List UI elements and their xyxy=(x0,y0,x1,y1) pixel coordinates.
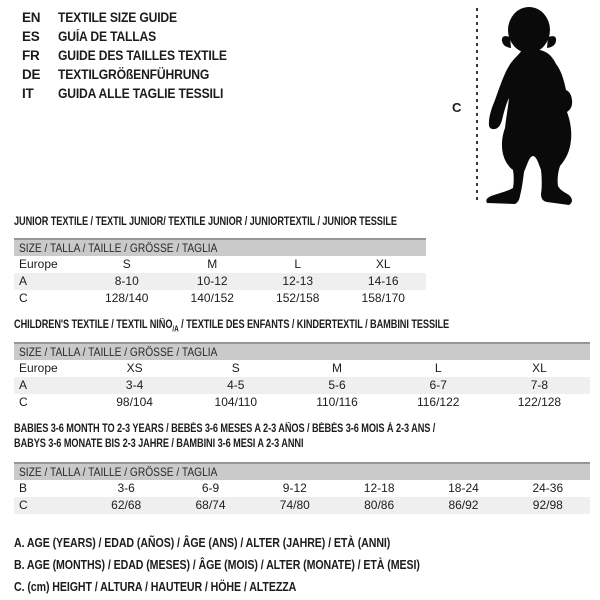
table-row xyxy=(14,497,590,514)
size-header-label: SIZE / TALLA / TAILLE / GRÖSSE / TAGLIA xyxy=(19,465,218,479)
table-cell: 92/98 xyxy=(532,498,563,512)
table-cell: 14-16 xyxy=(367,274,399,288)
table-cell: 62/68 xyxy=(111,498,142,512)
children-table-rows xyxy=(14,360,590,411)
lang-code: EN xyxy=(22,10,41,25)
table-cell: 6-7 xyxy=(429,378,447,392)
junior-size-table xyxy=(14,238,426,307)
row-label: Europe xyxy=(19,361,58,375)
lang-title: GUIDE DES TAILLES TEXTILE xyxy=(58,48,227,63)
lang-code: FR xyxy=(22,48,40,63)
babies-section-title xyxy=(14,422,541,452)
table-cell: 9-12 xyxy=(282,481,307,495)
baby-body xyxy=(486,50,572,205)
legend-line-a: A. AGE (YEARS) / EDAD (AÑOS) / ÂGE (ANS) / ALTER (JAHRE) / ETÀ (ANNI) xyxy=(14,536,391,550)
table-row xyxy=(14,480,590,497)
table-cell: 68/74 xyxy=(195,498,226,512)
table-row xyxy=(14,394,590,411)
table-cell: 6-9 xyxy=(201,481,220,495)
row-label: Europe xyxy=(19,257,58,271)
table-cell: 152/158 xyxy=(276,291,320,305)
baby-ear-right xyxy=(547,36,556,48)
table-cell: S xyxy=(231,361,240,375)
table-cell: 86/92 xyxy=(448,498,479,512)
legend-line-b: B. AGE (MONTHS) / EDAD (MESES) / ÂGE (MOIS) / ALTER (MONATE) / ETÀ (MESI) xyxy=(14,558,420,572)
junior-section-title xyxy=(14,215,493,230)
row-label: B xyxy=(19,481,28,495)
language-header xyxy=(22,8,246,103)
baby-head xyxy=(508,7,550,53)
legend-line-c: C. (cm) HEIGHT / ALTURA / HAUTEUR / HÖHE / ALTEZZA xyxy=(14,580,297,594)
table-cell: 7-8 xyxy=(530,378,549,392)
size-header-label: SIZE / TALLA / TAILLE / GRÖSSE / TAGLIA xyxy=(19,345,218,359)
table-cell: 98/104 xyxy=(116,395,153,409)
table-cell: L xyxy=(434,361,442,375)
baby-ear-left xyxy=(502,36,511,48)
row-label: C xyxy=(19,395,28,409)
babies-title-line2: BABYS 3-6 MONATE BIS 2-3 JAHRE / BAMBINI 3-6 MESI A 2-3 ANNI xyxy=(14,438,304,450)
babies-title-line1: BABIES 3-6 MONTH TO 2-3 YEARS / BEBÉS 3-6 MESES A 2-3 AÑOS / BÉBÉS 3-6 MOIS À 2-3 ANS / xyxy=(14,423,436,435)
table-cell: L xyxy=(294,257,302,271)
baby-silhouette-icon xyxy=(482,4,594,208)
table-cell: 128/140 xyxy=(105,291,149,305)
table-row xyxy=(14,273,426,290)
table-cell: 12-13 xyxy=(282,274,314,288)
table-cell: 5-6 xyxy=(328,378,346,392)
lang-row-fr xyxy=(22,46,246,65)
row-label: C xyxy=(19,291,28,305)
table-cell: 104/110 xyxy=(214,395,258,409)
table-cell: 116/122 xyxy=(416,395,460,409)
lang-row-en xyxy=(22,8,246,27)
row-label: A xyxy=(19,274,28,288)
table-cell: M xyxy=(332,361,342,375)
row-label: C xyxy=(19,498,28,512)
table-cell: 110/116 xyxy=(316,395,358,409)
height-figure xyxy=(450,4,598,208)
table-cell: 140/152 xyxy=(190,291,234,305)
height-measure-label: C xyxy=(452,100,462,115)
height-dashed-line xyxy=(476,8,478,204)
lang-title: GUIDA ALLE TAGLIE TESSILI xyxy=(58,86,224,101)
children-size-table xyxy=(14,342,590,411)
lang-row-es xyxy=(22,27,246,46)
junior-table-rows xyxy=(14,256,426,307)
lang-title: GUÍA DE TALLAS xyxy=(58,29,157,44)
table-cell: 80/86 xyxy=(364,498,395,512)
children-section-title xyxy=(14,318,558,336)
table-cell: 3-4 xyxy=(125,378,144,392)
table-cell: S xyxy=(122,257,131,271)
children-title-text: CHILDREN'S TEXTILE / TEXTIL $NIÑO_{/A}$ / TEXTILE DES ENFANTS / KINDERTEXTIL / BAMBINI TESSILE xyxy=(14,319,450,334)
babies-size-table xyxy=(14,462,590,514)
table-cell: 158/170 xyxy=(361,291,405,305)
lang-row-it xyxy=(22,84,246,103)
table-cell: 74/80 xyxy=(279,498,310,512)
table-cell: 3-6 xyxy=(117,481,135,495)
measure-legend xyxy=(14,532,491,598)
table-cell: 24-36 xyxy=(532,481,564,495)
size-header-label: SIZE / TALLA / TAILLE / GRÖSSE / TAGLIA xyxy=(19,241,218,255)
size-header-band xyxy=(14,342,590,360)
table-cell: 18-24 xyxy=(448,481,479,495)
lang-code: ES xyxy=(22,29,40,44)
table-cell: 8-10 xyxy=(114,274,139,288)
size-header-band xyxy=(14,238,426,256)
table-row xyxy=(14,360,590,377)
table-cell: XS xyxy=(126,361,143,375)
table-cell: M xyxy=(207,257,218,271)
table-row xyxy=(14,256,426,273)
lang-row-de xyxy=(22,65,246,84)
table-row xyxy=(14,290,426,307)
table-cell: 10-12 xyxy=(196,274,228,288)
lang-title: TEXTILE SIZE GUIDE xyxy=(58,10,177,25)
size-header-band xyxy=(14,462,590,480)
table-cell: XL xyxy=(532,361,547,375)
table-cell: XL xyxy=(375,257,391,271)
junior-title-text: JUNIOR TEXTILE / TEXTIL JUNIOR/ TEXTILE JUNIOR / JUNIORTEXTIL / JUNIOR TESSILE xyxy=(14,216,397,228)
table-row xyxy=(14,377,590,394)
lang-title: TEXTILGRÖßENFÜHRUNG xyxy=(58,67,210,82)
table-cell: 122/128 xyxy=(517,395,562,409)
lang-code: IT xyxy=(22,86,34,101)
table-cell: 4-5 xyxy=(227,378,245,392)
lang-code: DE xyxy=(22,67,41,82)
table-cell: 12-18 xyxy=(363,481,395,495)
babies-table-rows xyxy=(14,480,590,514)
row-label: A xyxy=(19,378,28,392)
